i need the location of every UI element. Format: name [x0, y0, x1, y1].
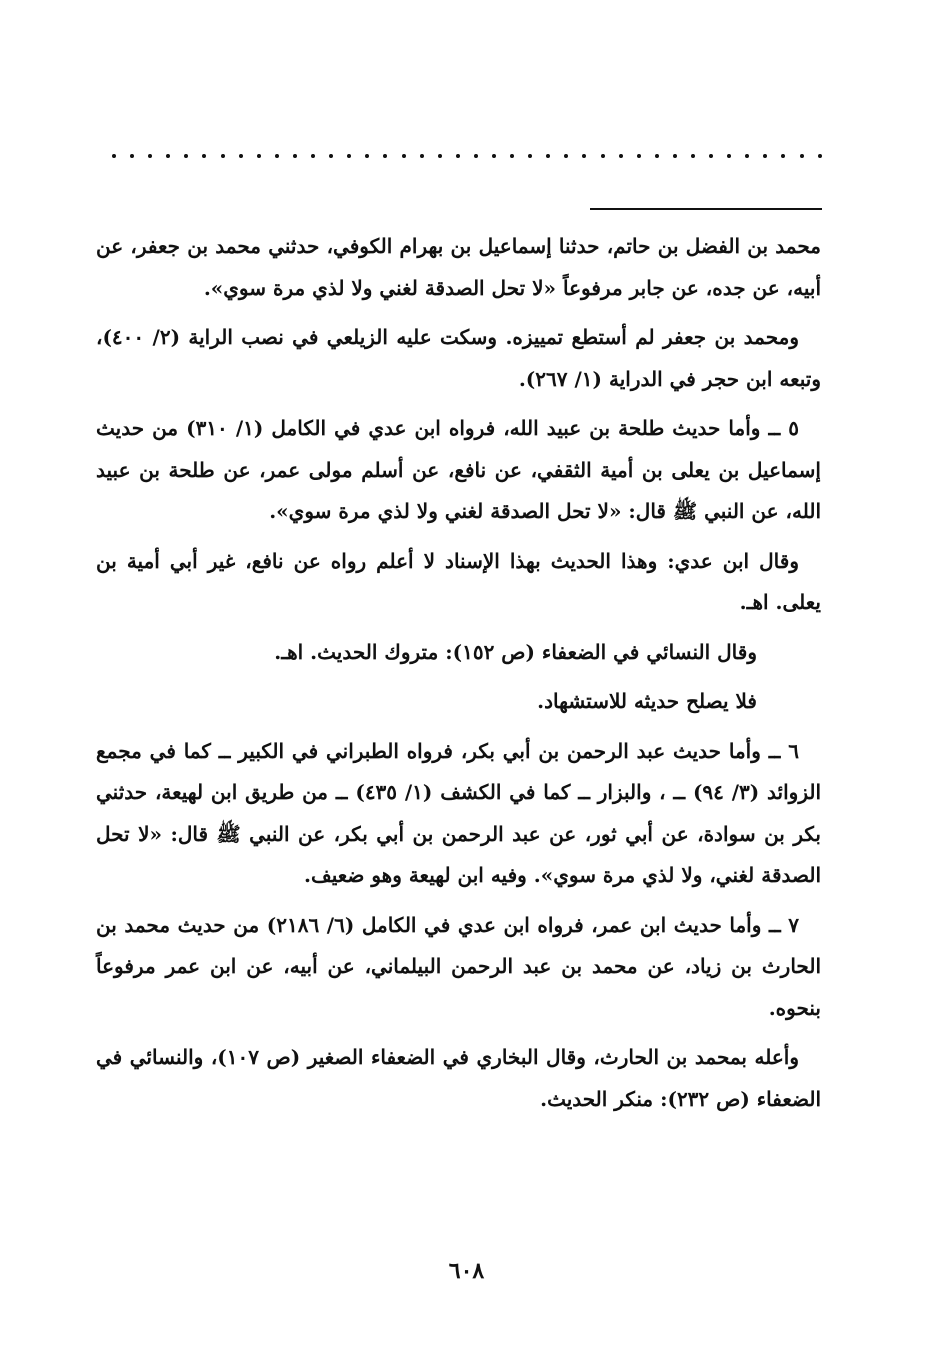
separator-dot [383, 154, 387, 158]
separator-dot [582, 154, 586, 158]
separator-dot [709, 154, 713, 158]
separator-dot [130, 154, 134, 158]
separator-dot [619, 154, 623, 158]
separator-dot [474, 154, 478, 158]
separator-dot [727, 154, 731, 158]
separator-dot [347, 154, 351, 158]
paragraph-hadith-7-ibn-umar: ٧ ــ وأما حديث ابن عمر، فرواه ابن عدي في الكامل (٦/ ٢١٨٦) من حديث محمد بن الحارث بن زياد، عن محمد بن عبد الرحمن البيلماني، عن أبيه، عن ابن عمر مرفوعاً بنحوه. [96, 912, 821, 1020]
separator-dot [564, 154, 568, 158]
separator-dot [420, 154, 424, 158]
separator-dot [673, 154, 677, 158]
paragraph-hadith-6-abdulrahman: ٦ ــ وأما حديث عبد الرحمن بن أبي بكر، فرواه الطبراني في الكبير ــ كما في مجمع الزوائد (٣/ ٩٤) ــ ، والبزار ــ كما في الكشف (١/ ٤٣٥) ــ من طريق ابن لهيعة، حدثني بكر بن سوادة، عن أبي ثور، عن عبد الرحمن بن أبي بكر، عن النبي ﷺ قال: «لا تحل الصدقة لغني، ولا لذي مرة سوي». وفيه ابن لهيعة وهو ضعيف. [96, 738, 822, 887]
separator-dot [655, 154, 659, 158]
separator-dot [438, 154, 442, 158]
separator-dot [202, 154, 206, 158]
separator-dot [763, 154, 767, 158]
separator-dot [184, 154, 188, 158]
separator-dot [402, 154, 406, 158]
separator-dot [112, 154, 116, 158]
paragraph-muhammad-bin-jafar: ومحمد بن جعفر لم أستطع تمييزه. وسكت عليه الزيلعي في نصب الراية (٢/ ٤٠٠)، وتبعه ابن حجر في الدراية (١/ ٢٦٧). [96, 325, 821, 391]
separator-dot [637, 154, 641, 158]
separator-dot [221, 154, 225, 158]
footnote-text [96, 226, 821, 1128]
footnote-rule [590, 208, 822, 210]
separator-dot [329, 154, 333, 158]
separator-dot [166, 154, 170, 158]
separator-dot [239, 154, 243, 158]
separator-dot [781, 154, 785, 158]
separator-dot [800, 154, 804, 158]
paragraph-isnad-jabir: محمد بن الفضل بن حاتم، حدثنا إسماعيل بن بهرام الكوفي، حدثني محمد بن جعفر، عن أبيه، عن جده، عن جابر مرفوعاً «لا تحل الصدقة لغني ولا لذي مرة سوي». [96, 234, 821, 300]
separator-dot [510, 154, 514, 158]
separator-dot [691, 154, 695, 158]
separator-dot [546, 154, 550, 158]
separator-dot [745, 154, 749, 158]
separator-dot [293, 154, 297, 158]
separator-dot [492, 154, 496, 158]
separator-dot [365, 154, 369, 158]
separator-dot [148, 154, 152, 158]
paragraph-not-suitable: فلا يصلح حديثه للاستشهاد. [537, 689, 757, 713]
separator-dot [311, 154, 315, 158]
separator-dot [601, 154, 605, 158]
paragraph-nasai-comment: وقال النسائي في الضعفاء (ص ١٥٢): متروك الحديث. اهـ. [274, 639, 757, 664]
dotted-separator [112, 146, 822, 166]
separator-dot [818, 154, 822, 158]
separator-dot [528, 154, 532, 158]
paragraph-hadith-5-talha: ٥ ــ وأما حديث طلحة بن عبيد الله، فرواه ابن عدي في الكامل (١/ ٣١٠) من حديث إسماعيل بن يعلى بن أمية الثقفي، عن نافع، عن أسلم مولى عمر، عن طلحة بن عبيد الله، عن النبي ﷺ قال: «لا تحل الصدقة لغني ولا لذي مرة سوي». [96, 416, 821, 523]
separator-dot [275, 154, 279, 158]
paragraph-ibn-adi-comment: وقال ابن عدي: وهذا الحديث بهذا الإسناد لا أعلم رواه عن نافع، غير أبي أمية بن يعلى. اهـ. [96, 548, 821, 614]
paragraph-bukhari-comment: وأعله بمحمد بن الحارث، وقال البخاري في الضعفاء الصغير (ص ١٠٧)، والنسائي في الضعفاء (ص ٢٣٢): منكر الحديث. [96, 1045, 821, 1111]
separator-dot [257, 154, 261, 158]
page-number: ٦٠٨ [448, 1258, 485, 1284]
separator-dot [456, 154, 460, 158]
